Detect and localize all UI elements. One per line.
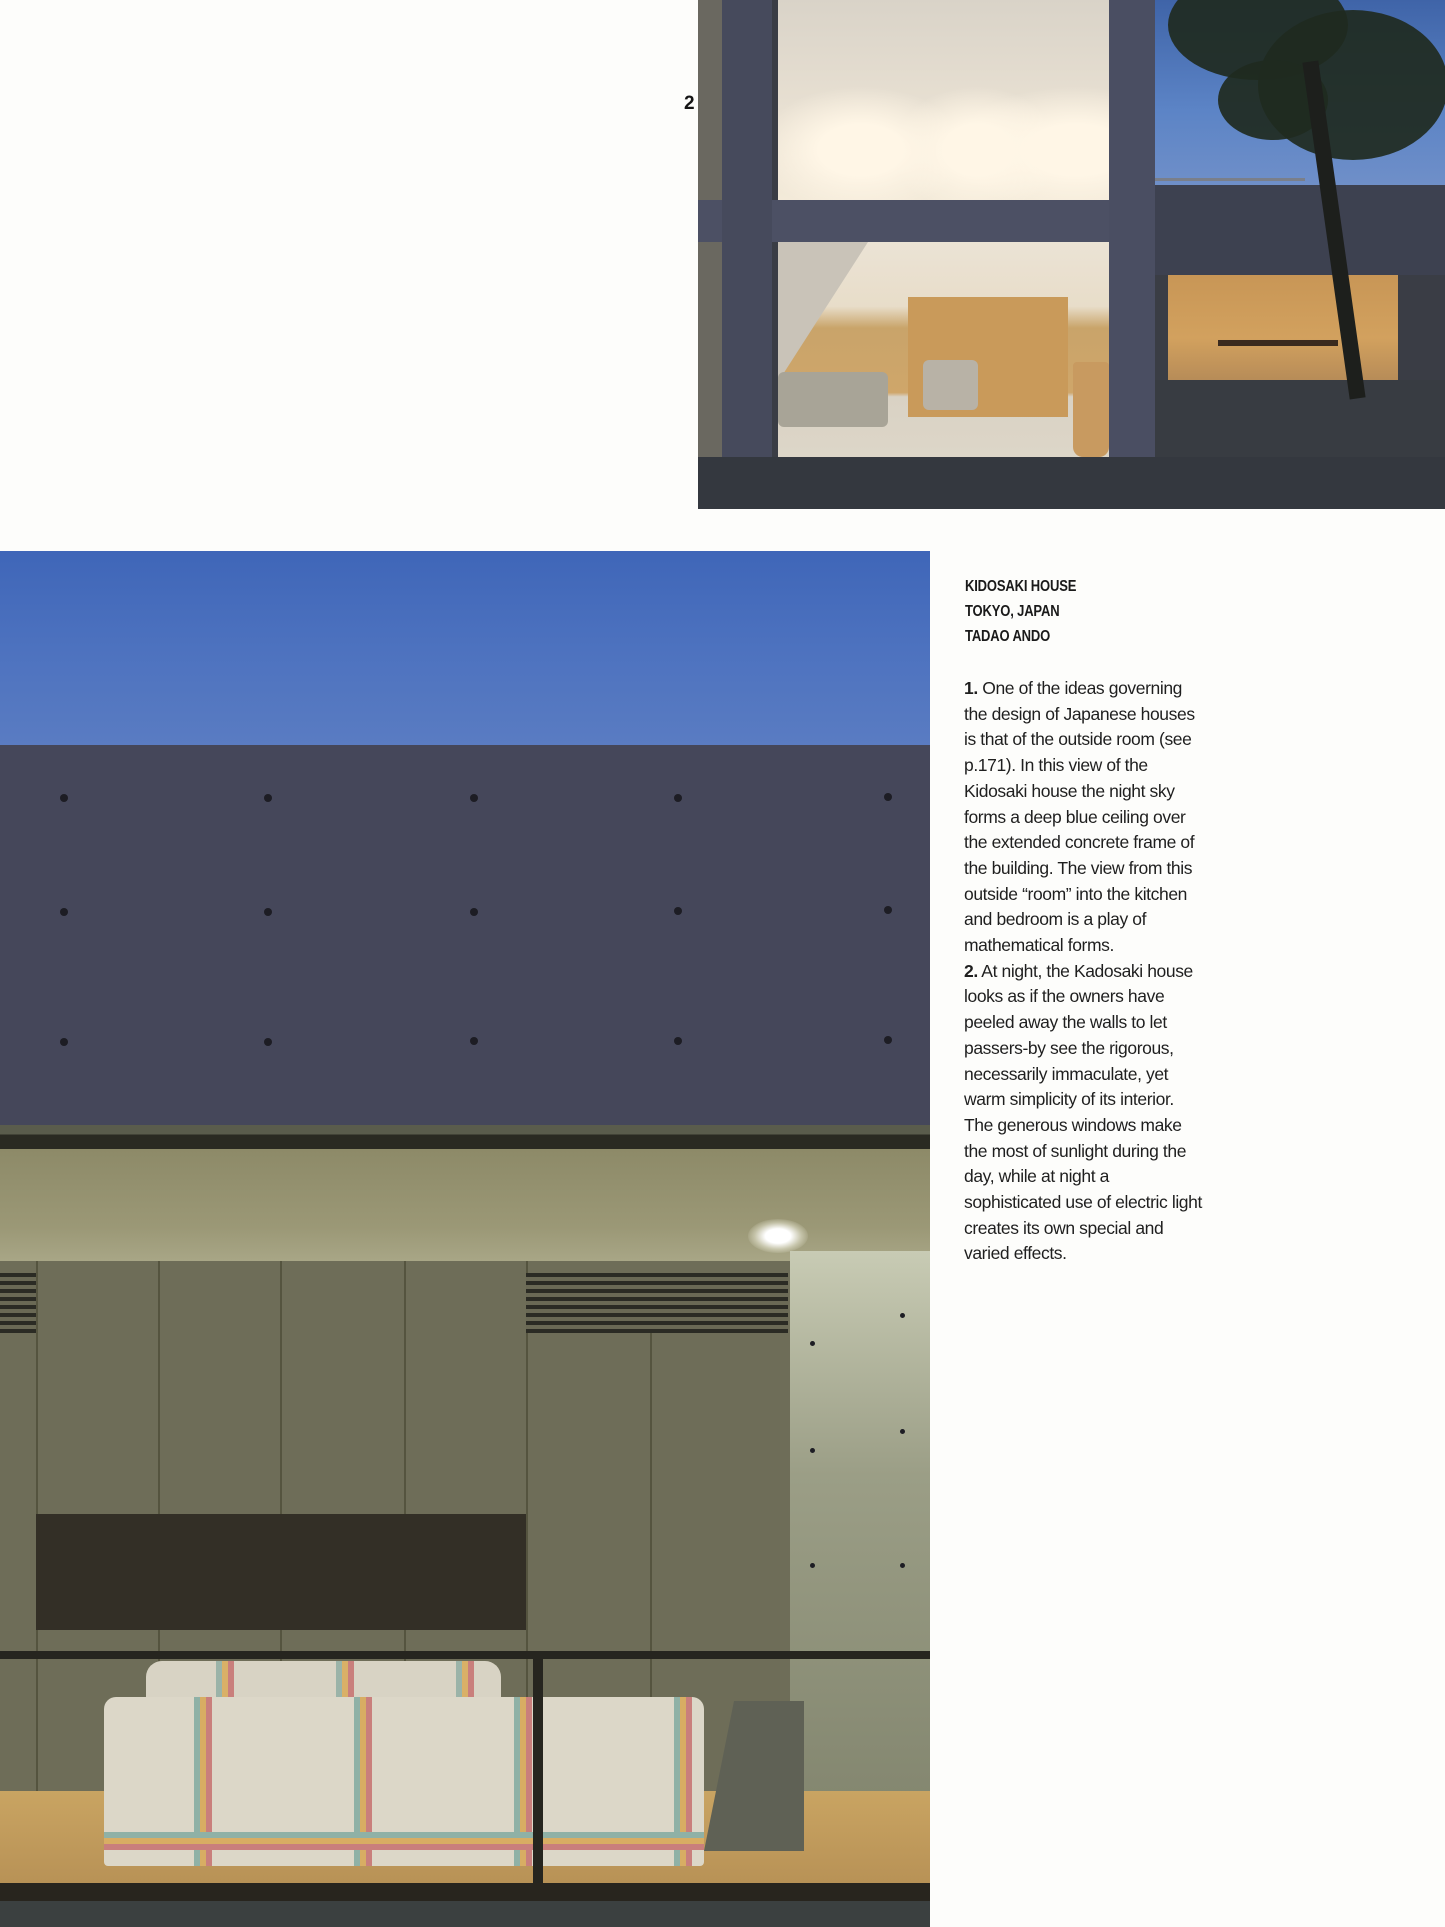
form-tie-hole	[900, 1313, 905, 1318]
concrete-side-wall	[790, 1251, 930, 1811]
form-tie-hole	[60, 794, 68, 802]
upper-window	[778, 0, 1109, 200]
project-location: TOKYO, JAPAN	[965, 603, 1060, 620]
form-tie-hole	[60, 908, 68, 916]
concrete-column	[722, 0, 772, 465]
form-tie-hole	[884, 793, 892, 801]
architect-name: TADAO ANDO	[965, 628, 1051, 645]
form-tie-hole	[884, 1036, 892, 1044]
form-tie-hole	[470, 1037, 478, 1045]
form-tie-hole	[884, 906, 892, 914]
photo-kidosaki-night-exterior	[698, 0, 1445, 509]
terrace-floor	[698, 457, 1445, 509]
concrete-wall	[0, 745, 930, 1125]
striped-bedspread	[104, 1697, 704, 1866]
bed	[104, 1661, 704, 1866]
form-tie-hole	[60, 1038, 68, 1046]
form-tie-hole	[900, 1563, 905, 1568]
caption-entry-2	[964, 959, 1204, 1267]
staircase	[778, 242, 868, 382]
sofa	[778, 372, 888, 427]
dining-room-window	[1168, 275, 1398, 380]
form-tie-hole	[470, 908, 478, 916]
ceiling-light	[748, 1219, 808, 1253]
form-tie-hole	[470, 794, 478, 802]
roof-slab	[1155, 185, 1445, 275]
project-title: KIDOSAKI HOUSE	[965, 578, 1077, 595]
caption-text: One of the ideas governing the design of Japanese houses is that of the outside room (see p.171). In this view of the Kidosaki house the night sky forms a deep blue ceiling over the extended concrete frame of the building. The view from this outside “room” into the kitchen and bedroom is a play of mathematical forms.	[964, 678, 1195, 956]
caption-text: At night, the Kadosaki house looks as if the owners have peeled away the walls to let passers-by see the rigorous, necessarily immaculate, yet warm simplicity of its interior. The generous windows make the most of sunlight during the day, while at night a sophisticated use of electric light creates its own special and varied effects.	[964, 960, 1202, 1264]
air-vent	[0, 1273, 36, 1333]
form-tie-hole	[810, 1563, 815, 1568]
form-tie-hole	[900, 1429, 905, 1434]
window-frame-mullion	[533, 1651, 543, 1901]
caption-number: 2.	[964, 960, 978, 981]
concrete-lintel	[0, 1125, 930, 1149]
caption-number: 1.	[964, 678, 978, 698]
window-sill	[0, 1883, 930, 1901]
headboard-niche	[36, 1514, 526, 1630]
living-room-window	[778, 242, 1109, 457]
form-tie-hole	[810, 1448, 815, 1453]
form-tie-hole	[264, 908, 272, 916]
figure-number-2: 2	[684, 93, 695, 114]
air-vent	[526, 1273, 788, 1333]
form-tie-hole	[810, 1341, 815, 1346]
curved-counter	[1073, 362, 1109, 457]
form-tie-hole	[264, 1038, 272, 1046]
photo-kidosaki-bedroom-view	[0, 551, 930, 1927]
concrete-column	[1109, 0, 1155, 465]
left-window-edge	[698, 0, 722, 509]
caption-entry-1	[964, 676, 1204, 959]
form-tie-hole	[674, 794, 682, 802]
armchair	[923, 360, 978, 410]
form-tie-hole	[264, 794, 272, 802]
bed-pillow	[146, 1661, 501, 1701]
night-sky	[0, 551, 930, 747]
dining-table	[1218, 340, 1338, 346]
window-frame-rail	[0, 1651, 930, 1659]
form-tie-hole	[674, 907, 682, 915]
roof-railing	[1155, 178, 1305, 181]
caption-header	[965, 574, 1265, 649]
caption-body	[964, 676, 1204, 1267]
terrace-ground	[0, 1901, 930, 1927]
form-tie-hole	[674, 1037, 682, 1045]
